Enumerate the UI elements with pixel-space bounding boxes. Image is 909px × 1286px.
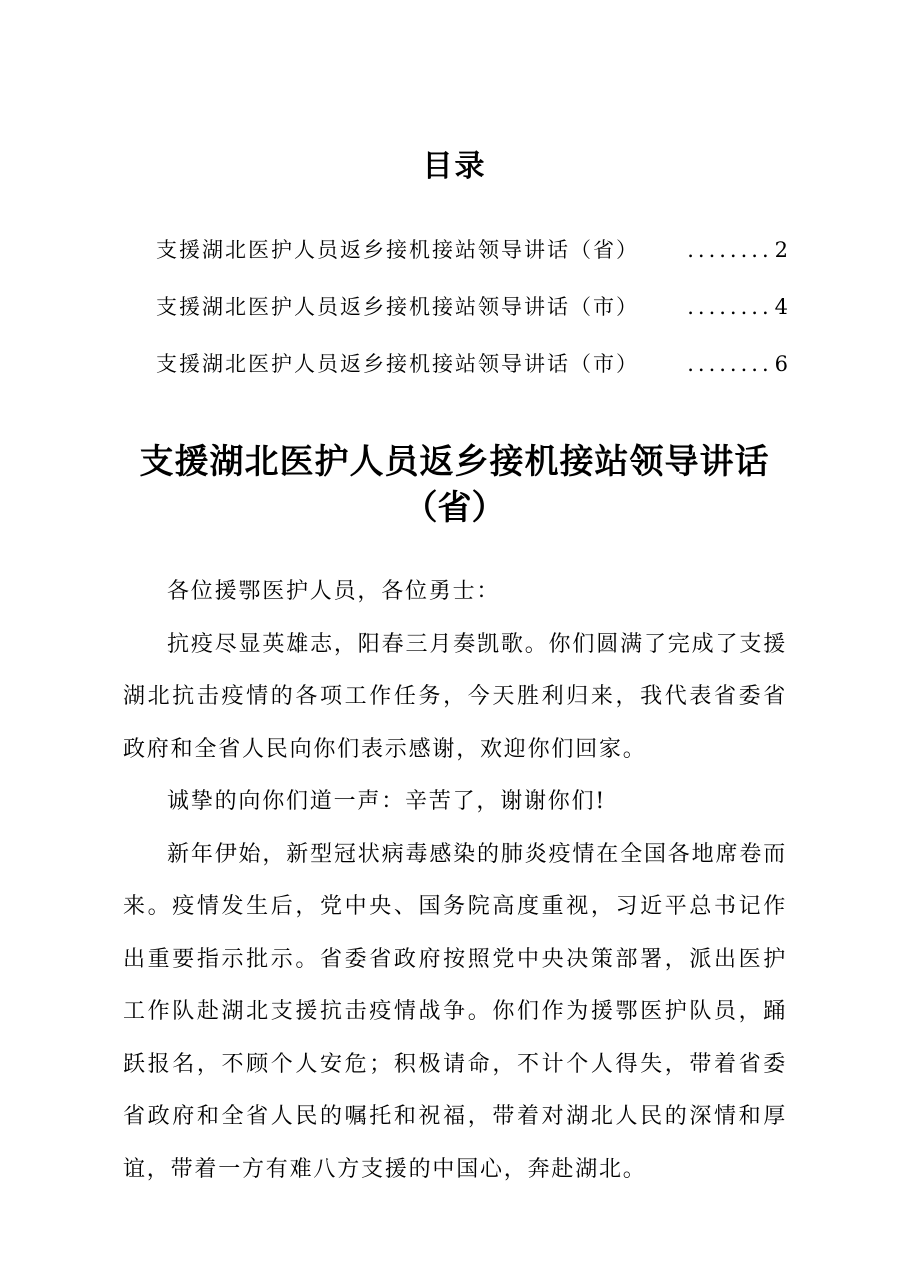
document-title: 支援湖北医护人员返乡接机接站领导讲话 bbox=[139, 442, 770, 482]
toc-entry-leader: ........ bbox=[687, 238, 773, 262]
toc-entry-page: 2 bbox=[774, 238, 790, 262]
document-subtitle: （省） bbox=[403, 488, 506, 528]
toc-title: 目录 bbox=[422, 149, 487, 184]
paragraph-salutation: 各位援鄂医护人员，各位勇士： bbox=[167, 579, 501, 604]
toc-entry-text: 支援湖北医护人员返乡接机接站领导讲话（市） bbox=[156, 295, 639, 319]
paragraph: 新年伊始，新型冠状病毒感染的肺炎疫情在全国各地席卷而来。疫情发生后，党中央、国务院高度重视，习近平总书记作出重要指示批示。省委省政府按照党中央决策部署，派出医护工作队赴湖北支援抗击疫情战争。你们作为援鄂医护队员，踊跃报名，不顾个人安危；积极请命，不计个人得失，带着省委省政府和全省人民的嘱托和祝福，带着对湖北人民的深情和厚谊，带着一方有难八方支援的中国心，奔赴湖北。 bbox=[123, 841, 787, 1182]
toc-entry-leader: ........ bbox=[687, 295, 773, 319]
table-of-contents bbox=[156, 231, 790, 402]
toc-entry-page: 4 bbox=[774, 295, 790, 319]
paragraph: 抗疫尽显英雄志，阳春三月奏凯歌。你们圆满了完成了支援湖北抗击疫情的各项工作任务，今天胜利归来，我代表省委省政府和全省人民向你们表示感谢，欢迎你们回家。 bbox=[123, 631, 787, 762]
toc-entry[interactable] bbox=[156, 345, 790, 383]
toc-entry-text: 支援湖北医护人员返乡接机接站领导讲话（省） bbox=[156, 238, 639, 262]
toc-entry[interactable] bbox=[156, 288, 790, 326]
document-body bbox=[123, 566, 787, 1196]
toc-entry-leader: ........ bbox=[687, 352, 773, 376]
toc-entry[interactable] bbox=[156, 231, 790, 269]
toc-entry-page: 6 bbox=[774, 352, 790, 376]
toc-entry-text: 支援湖北医护人员返乡接机接站领导讲话（市） bbox=[156, 352, 639, 376]
paragraph: 诚挚的向你们道一声：辛苦了，谢谢你们! bbox=[167, 789, 607, 814]
